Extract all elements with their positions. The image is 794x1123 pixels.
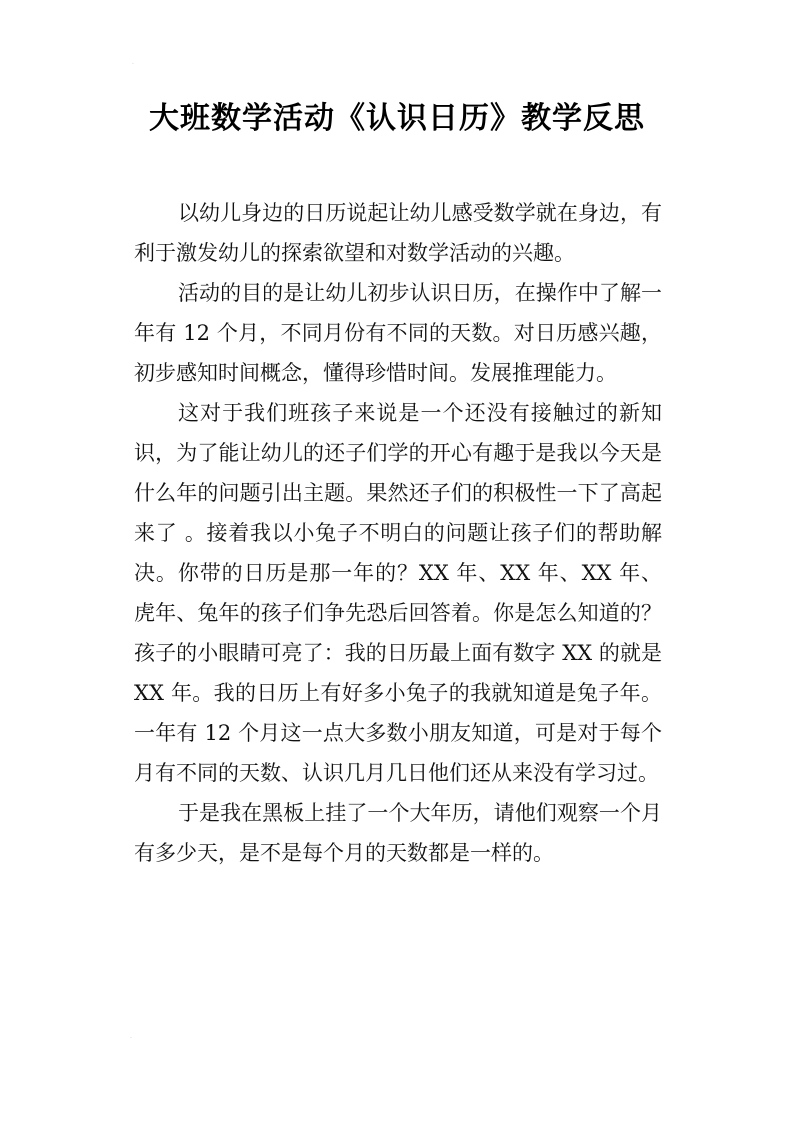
paragraph: 这对于我们班孩子来说是一个还没有接触过的新知识，为了能让幼儿的还子们学的开心有趣于是我以今天是什么年的问题引出主题。果然还子们的积极性一下了高起来了 。接着我以小兔子不明白的问题让孩子们的帮助解决。你带的日历是那一年的？XX 年、XX 年、XX 年、虎年、兔年的孩子们争先恐后回答着。你是怎么知道的？孩子的小眼睛可亮了：我的日历最上面有数字 XX 的就是 XX 年。我的日历上有好多小兔子的我就知道是兔子年。一年有 12 个月这一点大多数小朋友知道，可是对于每个月有不同的天数、认识几月几日他们还从来没有学习过。 [134,401,662,785]
page-title: 大班数学活动《认识日历》教学反思 [149,101,645,136]
corner-mark: · [130,1035,132,1042]
document-body [134,193,662,873]
paragraph: 活动的目的是让幼儿初步认识日历，在操作中了解一年有 12 个月，不同月份有不同的天数。对日历感兴趣，初步感知时间概念，懂得珍惜时间。发展推理能力。 [134,281,662,385]
corner-mark: · [132,61,134,68]
paragraph: 于是我在黑板上挂了一个大年历，请他们观察一个月有多少天，是不是每个月的天数都是一样的。 [134,801,662,865]
paragraph: 以幼儿身边的日历说起让幼儿感受数学就在身边，有利于激发幼儿的探索欲望和对数学活动的兴趣。 [134,201,662,265]
